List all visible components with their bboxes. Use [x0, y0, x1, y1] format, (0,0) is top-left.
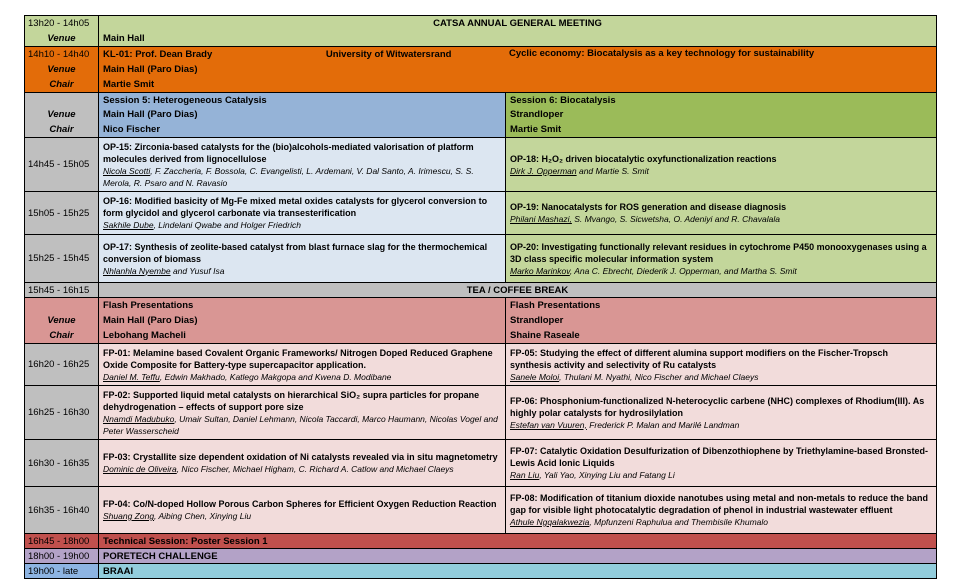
fp-row-2	[25, 385, 936, 439]
paper-authors	[103, 371, 501, 383]
paper-authors	[103, 219, 501, 231]
session6-title-cell	[505, 93, 936, 107]
poretech-row	[25, 548, 936, 563]
paper-authors	[103, 463, 501, 475]
presenting-author: Sanele Moloi	[510, 371, 560, 382]
paper-authors	[510, 371, 932, 383]
paper-fp04	[99, 487, 505, 533]
paper-op20	[505, 235, 936, 282]
fp-row-3	[25, 439, 936, 486]
paper-authors	[510, 469, 932, 481]
time-text: 13h20 - 14h05	[28, 18, 90, 29]
fp-row-4	[25, 486, 936, 533]
paper-authors	[103, 265, 501, 277]
flash-right-venue-cell	[505, 313, 936, 328]
time-text: 18h00 - 19h00	[28, 550, 90, 562]
poretech-cell	[99, 549, 936, 563]
session6-venue: Strandloper	[510, 109, 564, 120]
keynote-venue-cell	[99, 62, 936, 77]
time-cell	[25, 47, 99, 62]
keynote-chair: Martie Smit	[103, 79, 155, 90]
presenting-author: Athule Ngqalakwezia	[510, 517, 590, 527]
paper-op15	[99, 138, 505, 191]
paper-title: FP-01: Melamine based Covalent Organic Frameworks/ Nitrogen Doped Reduced Graphene Oxide Composite for Battery-type supercapacitor application.	[103, 347, 493, 370]
coauthors: , Mpfunzeni Raphulua and Thembisile Khumalo	[589, 517, 768, 527]
time-cell	[25, 564, 99, 578]
chair-label: Chair	[25, 122, 99, 137]
paper-title: OP-20: Investigating functionally relevant residues in cytochrome P450 monooxygenases using a 3D class specific molecular information system	[510, 241, 927, 264]
paper-op18	[505, 138, 936, 191]
time-text: 15h05 - 15h25	[28, 207, 90, 219]
tea-break-cell	[99, 283, 936, 297]
agm-venue: Main Hall	[103, 33, 145, 44]
session5-venue-cell	[99, 107, 505, 122]
coauthors: S. Mvango, S. Sicwetsha, O. Adeniyi and R. Chavalala	[571, 214, 780, 224]
flash-right-title-cell	[505, 298, 936, 313]
paper-title: FP-04: Co/N-doped Hollow Porous Carbon Spheres for Efficient Oxygen Reduction Reaction	[103, 499, 497, 509]
keynote-chair-cell	[99, 77, 936, 92]
paper-title: FP-02: Supported liquid metal catalysts on hierarchical SiO₂ supra particles for propane dehydrogenation – effects of support pore size	[103, 389, 480, 412]
time-cell	[25, 386, 99, 439]
time-text: 19h00 - late	[28, 565, 79, 577]
presenting-author: Nicola Scotti	[103, 165, 151, 176]
agm-title-cell	[99, 16, 936, 31]
paper-title: OP-18: H₂O₂ driven biocatalytic oxyfunctionalization reactions	[510, 153, 777, 164]
session5-title-cell	[99, 93, 505, 107]
paper-title: OP-17: Synthesis of zeolite-based catalyst from blast furnace slag for the thermochemical conversion of biomass	[103, 241, 488, 264]
flash-header-section	[25, 297, 936, 343]
session-header-section	[25, 92, 936, 137]
time-cell	[25, 235, 99, 282]
paper-fp06	[505, 386, 936, 439]
time-cell	[25, 344, 99, 385]
paper-authors	[510, 213, 932, 225]
flash-right-chair: Shaine Raseale	[510, 330, 580, 341]
tea-break-row	[25, 282, 936, 297]
agm-section	[25, 16, 936, 46]
op-row-1	[25, 137, 936, 191]
presenting-author: Shuang Zong	[103, 511, 155, 521]
venue-label: Venue	[25, 313, 99, 328]
coauthors: , Ana C. Ebrecht, Diederik J. Opperman, and Martha S. Smit	[569, 265, 797, 276]
presenting-author: Ran Liu	[510, 470, 540, 480]
coauthors: , Nico Fischer, Michael Higham, C. Richard A. Catlow and Michael Claeys	[176, 464, 454, 474]
time-cell-empty	[25, 298, 99, 313]
op-row-3	[25, 234, 936, 282]
paper-op17	[99, 235, 505, 282]
time-cell	[25, 549, 99, 563]
op-row-2	[25, 191, 936, 234]
paper-authors	[103, 413, 501, 437]
presenting-author: Marko Marinkov	[510, 265, 570, 276]
flash-right-title: Flash Presentations	[510, 300, 601, 311]
fp-row-1	[25, 343, 936, 385]
flash-left-chair-cell	[99, 328, 505, 343]
session6-venue-cell	[505, 107, 936, 122]
session5-venue: Main Hall (Paro Dias)	[103, 109, 198, 120]
keynote-speaker-cell	[99, 47, 505, 62]
venue-label: Venue	[25, 107, 99, 122]
session6-title: Session 6: Biocatalysis	[510, 94, 616, 106]
paper-authors	[103, 165, 501, 189]
time-text: 16h25 - 16h30	[28, 407, 90, 418]
presenting-author: Estefan van Vuuren,	[510, 419, 587, 430]
coauthors: , Thulani M. Nyathi, Nico Fischer and Michael Claeys	[559, 371, 759, 382]
presenting-author: Sakhile Dube	[103, 220, 154, 230]
venue-label: Venue	[25, 31, 99, 46]
paper-fp01	[99, 344, 505, 385]
paper-title: FP-08: Modification of titanium dioxide nanotubes using metal and non-metals to reduce the band gap for visible light photocatalytic degradation of phenol in industrial wastewater effluent	[510, 493, 929, 515]
paper-op16	[99, 192, 505, 234]
tea-break-label: TEA / COFFEE BREAK	[466, 284, 569, 296]
flash-left-chair: Lebohang Macheli	[103, 330, 186, 341]
time-text: 16h20 - 16h25	[28, 359, 90, 370]
braai-cell	[99, 564, 936, 578]
braai-row	[25, 563, 936, 578]
coauthors: , F. Zaccheria, F. Bossola, C. Evangelisti, L. Ardemani, V. Dal Santo, A. Irimescu, S. S. Merola, R. Psaro and N. Ravasio	[103, 165, 474, 188]
time-cell	[25, 138, 99, 191]
paper-title: FP-03: Crystallite size dependent oxidation of Ni catalysts revealed via in situ magnetometry	[103, 452, 498, 462]
paper-fp02	[99, 386, 505, 439]
paper-title: OP-16: Modified basicity of Mg-Fe mixed metal oxides catalysts for glycerol conversion to form glycidol and glycerol carbonate via transesterification	[103, 196, 488, 218]
time-text: 16h30 - 16h35	[28, 457, 90, 469]
flash-left-title-cell	[99, 298, 505, 313]
session5-chair-cell	[99, 122, 505, 137]
paper-authors	[510, 419, 932, 431]
agm-venue-cell	[99, 31, 936, 46]
paper-authors	[103, 510, 501, 522]
schedule-table	[24, 15, 937, 579]
coauthors: and Martie S. Smit	[576, 165, 649, 176]
time-cell	[25, 534, 99, 548]
flash-left-venue: Main Hall (Paro Dias)	[103, 315, 198, 326]
presenting-author: Philani Mashazi,	[510, 214, 572, 224]
session6-chair: Martie Smit	[510, 124, 562, 135]
session5-title: Session 5: Heterogeneous Catalysis	[103, 94, 267, 106]
time-text: 14h45 - 15h05	[28, 159, 90, 170]
coauthors: , Umair Sultan, Daniel Lehmann, Nicola Taccardi, Marco Haumann, Nicolas Vogel and Peter Wasserscheid	[103, 413, 498, 436]
time-cell	[25, 192, 99, 234]
paper-authors	[510, 265, 932, 277]
presenting-author: Dominic de Oliveira	[103, 464, 177, 474]
presenting-author: Nhlanhla Nyembe	[103, 265, 171, 276]
poster-session-label: Technical Session: Poster Session 1	[103, 535, 268, 547]
chair-label: Chair	[25, 77, 99, 92]
agm-title: CATSA ANNUAL GENERAL MEETING	[433, 18, 602, 29]
paper-fp07	[505, 440, 936, 486]
flash-left-title: Flash Presentations	[103, 300, 194, 311]
coauthors: , Lindelani Qwabe and Holger Friedrich	[153, 220, 301, 230]
coauthors: , Aibing Chen, Xinying Liu	[154, 511, 252, 521]
time-text: 16h45 - 18h00	[28, 535, 90, 547]
paper-title: FP-07: Catalytic Oxidation Desulfurization of Dibenzothiophene by Triethylamine-based Bronsted-Lewis Acid Ionic Liquids	[510, 446, 929, 468]
flash-left-venue-cell	[99, 313, 505, 328]
presenting-author: Dirk J. Opperman	[510, 165, 577, 176]
keynote-affiliation: University of Witwatersrand	[325, 49, 452, 60]
paper-fp08	[505, 487, 936, 533]
poster-session-row	[25, 533, 936, 548]
time-cell	[25, 283, 99, 297]
keynote-speaker: KL-01: Prof. Dean Brady	[103, 49, 213, 60]
paper-authors	[510, 516, 932, 528]
time-cell	[25, 16, 99, 31]
time-text: 14h10 - 14h40	[28, 49, 90, 60]
braai-label: BRAAI	[103, 565, 134, 577]
coauthors: , Edwin Makhado, Katlego Makgopa and Kwena D. Modibane	[159, 371, 392, 382]
time-text: 15h45 - 16h15	[28, 284, 90, 296]
paper-fp05	[505, 344, 936, 385]
paper-title: OP-19: Nanocatalysts for ROS generation and disease diagnosis	[510, 202, 787, 212]
flash-right-venue: Strandloper	[510, 315, 564, 326]
paper-title: FP-06: Phosphonium-functionalized N-heterocyclic carbene (NHC) complexes of Rhodium(III). As highly polar catalysts for hydrosilylation	[510, 395, 925, 418]
session6-chair-cell	[505, 122, 936, 137]
time-text: 16h35 - 16h40	[28, 504, 90, 516]
keynote-venue: Main Hall (Paro Dias)	[103, 64, 198, 75]
paper-title: FP-05: Studying the effect of different alumina support modifiers on the Fischer-Tropsch synthesis activity and selectivity of Ru catalysts	[510, 347, 889, 370]
keynote-topic-cell	[505, 47, 936, 62]
keynote-section	[25, 46, 936, 92]
paper-title: OP-15: Zirconia-based catalysts for the (bio)alcohols-mediated valorisation of platform molecules derived from lignocellulose	[103, 141, 474, 164]
paper-op19	[505, 192, 936, 234]
presenting-author: Daniel M. Teffu	[103, 371, 160, 382]
time-text: 15h25 - 15h45	[28, 253, 90, 264]
venue-label: Venue	[25, 62, 99, 77]
time-cell	[25, 440, 99, 486]
coauthors: Frederick P. Malan and Marilé Landman	[586, 419, 740, 430]
keynote-topic: Cyclic economy: Biocatalysis as a key technology for sustainability	[509, 48, 815, 59]
session5-chair: Nico Fischer	[103, 124, 161, 135]
paper-fp03	[99, 440, 505, 486]
time-cell	[25, 487, 99, 533]
poster-session-cell	[99, 534, 936, 548]
paper-authors	[510, 165, 932, 177]
chair-label: Chair	[25, 328, 99, 343]
presenting-author: Nnamdi Madubuko	[103, 413, 175, 424]
time-cell-empty	[25, 93, 99, 107]
flash-right-chair-cell	[505, 328, 936, 343]
coauthors: and Yusuf Isa	[170, 265, 225, 276]
coauthors: , Yali Yao, Xinying Liu and Fatang Li	[539, 470, 675, 480]
poretech-label: PORETECH CHALLENGE	[103, 550, 218, 562]
